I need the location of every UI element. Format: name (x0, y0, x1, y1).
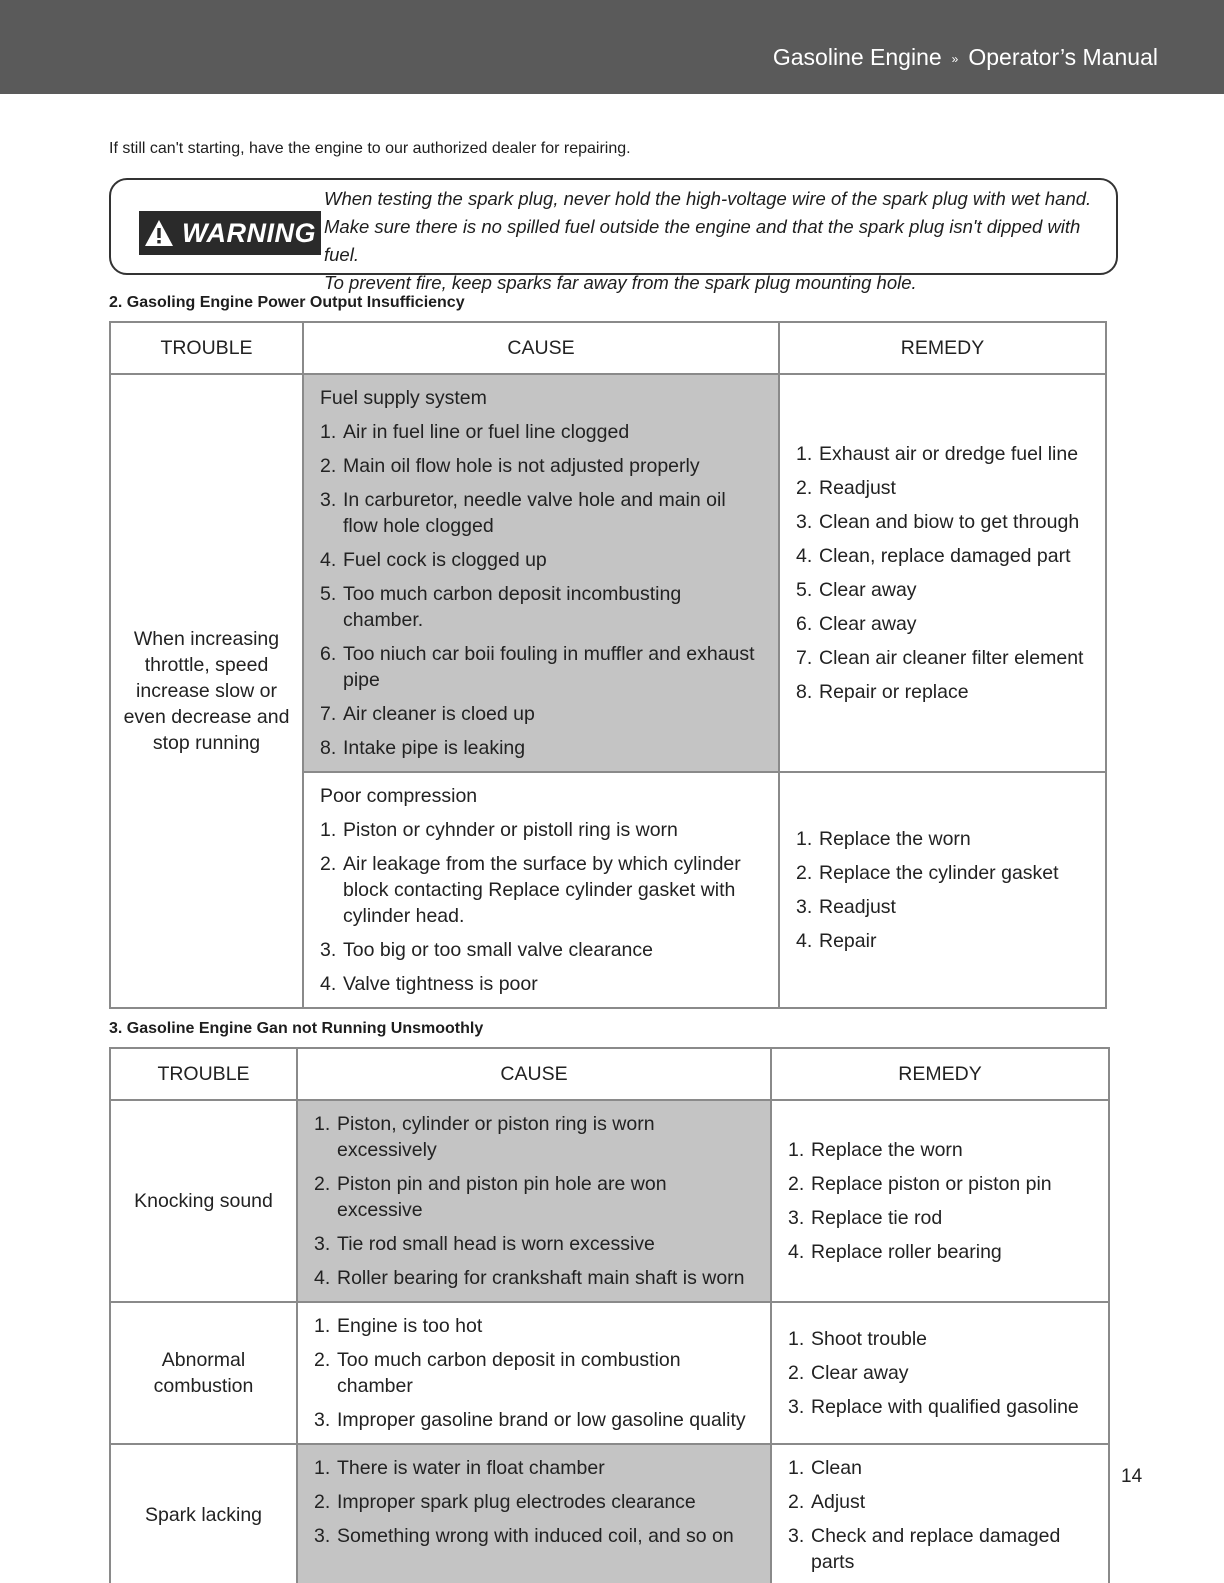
list-item-text: Tie rod small head is worn excessive (337, 1233, 655, 1255)
cause-list (314, 1313, 756, 1433)
list-item-text: Replace with qualified gasoline (811, 1396, 1079, 1418)
list-item (796, 826, 1091, 852)
list-item-text: Readjust (819, 477, 896, 499)
list-item-number: 5. (320, 583, 337, 605)
list-item-number: 6. (320, 643, 337, 665)
cause-list (314, 1111, 756, 1291)
running-table (109, 1047, 1110, 1583)
power-output-table (109, 321, 1107, 1009)
list-item-text: Air leakage from the surface by which cylinder block contacting Replace cylinder gasket with cylinder head. (343, 853, 741, 927)
column-header-remedy: REMEDY (771, 1048, 1109, 1100)
header-title-right: Operator’s Manual (968, 44, 1158, 70)
list-item-text: There is water in float chamber (337, 1457, 605, 1479)
remedy-list (796, 441, 1091, 705)
list-item-number: 4. (788, 1241, 805, 1263)
list-item (320, 937, 764, 963)
list-item-number: 7. (796, 647, 813, 669)
list-item-text: Something wrong with induced coil, and so on (337, 1525, 734, 1547)
list-item-text: Piston, cylinder or piston ring is worn excessively (337, 1113, 655, 1161)
section-3-heading: 3. Gasoline Engine Gan not Running Unsmoothly (109, 1020, 484, 1037)
list-item (796, 475, 1091, 501)
list-item-number: 1. (788, 1328, 805, 1350)
list-item-number: 3. (788, 1525, 805, 1547)
remedy-list (788, 1326, 1094, 1420)
list-item (320, 701, 764, 727)
list-item-text: Piston or cyhnder or pistoll ring is worn (343, 819, 678, 841)
list-item-number: 1. (320, 819, 337, 841)
list-item-text: Too niuch car boii fouling in muffler and exhaust pipe (343, 643, 755, 691)
section-2-heading: 2. Gasoling Engine Power Output Insufficiency (109, 294, 465, 311)
table-row (110, 1444, 1109, 1583)
list-item-number: 3. (320, 939, 337, 961)
list-item-number: 2. (320, 455, 337, 477)
table-header-row (110, 322, 1106, 374)
list-item-text: Clean, replace damaged part (819, 545, 1071, 567)
list-item (796, 645, 1091, 671)
list-item-text: Replace tie rod (811, 1207, 943, 1229)
list-item (788, 1523, 1094, 1575)
column-header-trouble: TROUBLE (110, 322, 303, 374)
list-item-number: 1. (788, 1457, 805, 1479)
list-item-number: 3. (796, 511, 813, 533)
list-item (314, 1313, 756, 1339)
list-item-number: 2. (796, 477, 813, 499)
table-header-row (110, 1048, 1109, 1100)
header-title (773, 44, 1158, 71)
cause-cell (303, 772, 779, 1008)
list-item (320, 735, 764, 761)
list-item-text: In carburetor, needle valve hole and main oil flow hole clogged (343, 489, 726, 537)
list-item (320, 641, 764, 693)
warning-triangle-icon (144, 219, 174, 247)
warning-line: When testing the spark plug, never hold the high-voltage wire of the spark plug with wet hand. (324, 188, 1092, 209)
column-header-cause: CAUSE (297, 1048, 771, 1100)
list-item (314, 1489, 756, 1515)
cause-list (320, 817, 764, 997)
header-title-left: Gasoline Engine (772, 44, 942, 70)
list-item-text: Clear away (819, 613, 917, 635)
list-item-number: 3. (788, 1207, 805, 1229)
list-item-number: 3. (320, 489, 337, 511)
list-item (320, 581, 764, 633)
list-item-text: Piston pin and piston pin hole are won excessive (337, 1173, 667, 1221)
list-item (796, 679, 1091, 705)
list-item (788, 1137, 1094, 1163)
remedy-list (796, 826, 1091, 954)
cause-cell (303, 374, 779, 772)
list-item (788, 1489, 1094, 1515)
list-item-text: Shoot trouble (811, 1328, 928, 1350)
list-item-text: Check and replace damaged parts (811, 1525, 1061, 1573)
cause-cell (297, 1444, 771, 1583)
list-item-text: Too much carbon deposit incombusting chamber. (343, 583, 682, 631)
warning-line: To prevent fire, keep sparks far away from the spark plug mounting hole. (324, 272, 917, 293)
list-item-text: Exhaust air or dredge fuel line (819, 443, 1079, 465)
list-item-number: 2. (320, 853, 337, 875)
list-item-text: Improper spark plug electrodes clearance (337, 1491, 696, 1513)
list-item-text: Replace roller bearing (811, 1241, 1002, 1263)
list-item (796, 860, 1091, 886)
intro-text: If still can't starting, have the engine to our authorized dealer for repairing. (109, 140, 631, 157)
list-item-text: Intake pipe is leaking (343, 737, 526, 759)
list-item (320, 851, 764, 929)
list-item-text: Clean and biow to get through (819, 511, 1080, 533)
list-item (796, 894, 1091, 920)
list-item (788, 1394, 1094, 1420)
list-item-text: Clear away (811, 1362, 909, 1384)
list-item-number: 4. (320, 549, 337, 571)
trouble-cell: Abnormal combustion (110, 1302, 297, 1444)
list-item (314, 1455, 756, 1481)
list-item-text: Engine is too hot (337, 1315, 483, 1337)
list-item-number: 1. (320, 421, 337, 443)
table-row (110, 374, 1106, 772)
list-item-text: Main oil flow hole is not adjusted properly (343, 455, 700, 477)
column-header-trouble: TROUBLE (110, 1048, 297, 1100)
list-item-number: 4. (796, 545, 813, 567)
list-item (796, 543, 1091, 569)
list-item-number: 4. (314, 1267, 331, 1289)
list-item (320, 487, 764, 539)
list-item (788, 1239, 1094, 1265)
list-item-text: Valve tightness is poor (343, 973, 538, 995)
list-item-number: 4. (320, 973, 337, 995)
remedy-list (788, 1455, 1094, 1575)
list-item-text: Fuel cock is clogged up (343, 549, 547, 571)
trouble-cell: When increasing throttle, speed increase slow or even decrease and stop running (110, 374, 303, 1008)
list-item (320, 817, 764, 843)
list-item-number: 1. (796, 828, 813, 850)
list-item-number: 1. (314, 1457, 331, 1479)
list-item (788, 1455, 1094, 1481)
list-item-text: Replace the cylinder gasket (819, 862, 1059, 884)
cause-cell (297, 1302, 771, 1444)
list-item-text: Adjust (811, 1491, 866, 1513)
list-item (796, 441, 1091, 467)
list-item-number: 2. (788, 1491, 805, 1513)
list-item-number: 6. (796, 613, 813, 635)
list-item-number: 3. (314, 1525, 331, 1547)
cause-list (320, 419, 764, 761)
remedy-cell (779, 374, 1106, 772)
list-item (320, 971, 764, 997)
list-item-text: Improper gasoline brand or low gasoline quality (337, 1409, 746, 1431)
list-item-text: Clean air cleaner filter element (819, 647, 1084, 669)
column-header-remedy: REMEDY (779, 322, 1106, 374)
list-item-text: Too much carbon deposit in combustion chamber (337, 1349, 681, 1397)
list-item-number: 1. (788, 1139, 805, 1161)
list-item (314, 1523, 756, 1549)
list-item (314, 1111, 756, 1163)
list-item (796, 611, 1091, 637)
list-item-number: 2. (314, 1349, 331, 1371)
remedy-cell (771, 1100, 1109, 1302)
list-item-number: 2. (788, 1173, 805, 1195)
trouble-cell: Knocking sound (110, 1100, 297, 1302)
warning-badge (139, 211, 321, 255)
list-item-text: Readjust (819, 896, 896, 918)
list-item-text: Replace the worn (819, 828, 971, 850)
list-item-number: 5. (796, 579, 813, 601)
list-item-text: Air cleaner is cloed up (343, 703, 535, 725)
cause-group-title: Fuel supply system (320, 387, 487, 409)
column-header-cause: CAUSE (303, 322, 779, 374)
list-item-number: 2. (314, 1173, 331, 1195)
list-item (788, 1360, 1094, 1386)
list-item (320, 547, 764, 573)
list-item (788, 1171, 1094, 1197)
list-item-number: 2. (796, 862, 813, 884)
header-bar (0, 0, 1224, 94)
list-item-text: Repair or replace (819, 681, 969, 703)
list-item (788, 1326, 1094, 1352)
list-item-number: 8. (320, 737, 337, 759)
list-item (796, 928, 1091, 954)
list-item-number: 3. (314, 1409, 331, 1431)
list-item-text: Clear away (819, 579, 917, 601)
list-item-number: 8. (796, 681, 813, 703)
header-separator: » (951, 52, 959, 66)
list-item (314, 1265, 756, 1291)
list-item-number: 4. (796, 930, 813, 952)
list-item-number: 3. (788, 1396, 805, 1418)
list-item-number: 3. (796, 896, 813, 918)
list-item (320, 453, 764, 479)
list-item-number: 1. (314, 1113, 331, 1135)
remedy-list (788, 1137, 1094, 1265)
list-item-number: 1. (796, 443, 813, 465)
list-item-text: Replace the worn (811, 1139, 963, 1161)
warning-box (109, 178, 1118, 293)
list-item-text: Roller bearing for crankshaft main shaft is worn (337, 1267, 745, 1289)
cause-cell (297, 1100, 771, 1302)
list-item-text: Air in fuel line or fuel line clogged (343, 421, 630, 443)
list-item (314, 1171, 756, 1223)
table-row (110, 1302, 1109, 1444)
list-item (788, 1205, 1094, 1231)
list-item (314, 1407, 756, 1433)
list-item (314, 1231, 756, 1257)
list-item-text: Replace piston or piston pin (811, 1173, 1052, 1195)
warning-label: WARNING (182, 217, 316, 248)
trouble-cell: Spark lacking (110, 1444, 297, 1583)
warning-text (324, 185, 1116, 297)
list-item-text: Clean (811, 1457, 862, 1479)
list-item-number: 3. (314, 1233, 331, 1255)
cause-group-title: Poor compression (320, 785, 478, 807)
list-item-number: 2. (314, 1491, 331, 1513)
page-number: 14 (1121, 1466, 1143, 1487)
remedy-cell (771, 1444, 1109, 1583)
list-item (796, 509, 1091, 535)
list-item-number: 1. (314, 1315, 331, 1337)
table-row (110, 1100, 1109, 1302)
list-item (320, 419, 764, 445)
list-item-number: 2. (788, 1362, 805, 1384)
cause-list (314, 1455, 756, 1549)
warning-line: Make sure there is no spilled fuel outside the engine and that the spark plug isn't dipped with fuel. (324, 216, 1081, 265)
list-item-text: Repair (819, 930, 877, 952)
list-item-text: Too big or too small valve clearance (343, 939, 653, 961)
list-item (796, 577, 1091, 603)
remedy-cell (771, 1302, 1109, 1444)
remedy-cell (779, 772, 1106, 1008)
list-item (314, 1347, 756, 1399)
list-item-number: 7. (320, 703, 337, 725)
